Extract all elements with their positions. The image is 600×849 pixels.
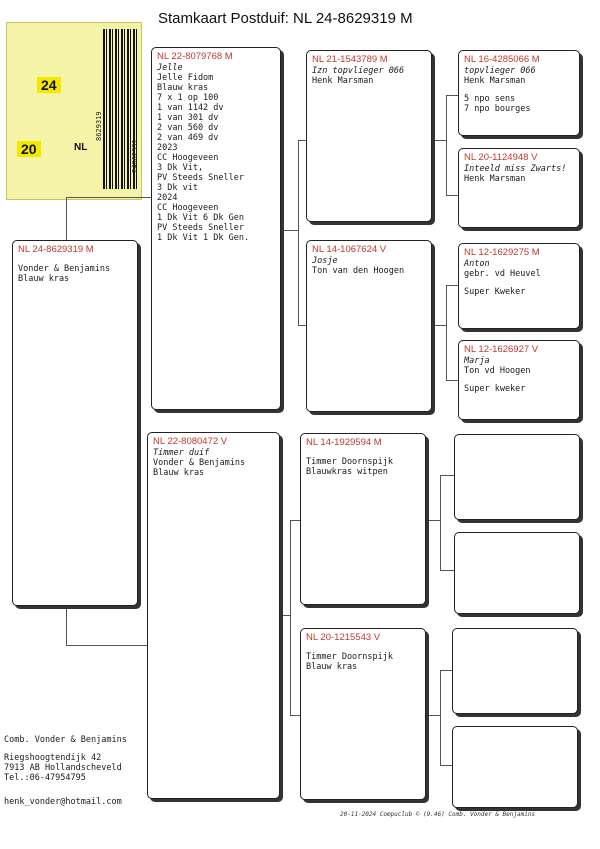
page-title: Stamkaart Postduif: NL 24-8629319 M (158, 10, 413, 27)
ring-number: NL 12-1626927 V (464, 344, 539, 355)
pigeon-name: Izn topvlieger 066 (312, 66, 405, 76)
pigeon-card-ff (306, 50, 432, 222)
result-line: 5 npo sens (464, 94, 516, 104)
ring-number: NL 22-8079768 M (157, 51, 233, 62)
ring-number: NL 12-1629275 M (464, 247, 540, 258)
color-line: Blauw kras (306, 662, 358, 672)
breeder-line: Vonder & Benjamins (18, 264, 111, 274)
pigeon-card-subject (12, 240, 138, 606)
breeder-line: Timmer Doornspijk (306, 652, 393, 662)
breeder-line: Henk Marsman (464, 76, 526, 86)
address-city: 7913 AB Hollandscheveld (4, 763, 122, 773)
sticker-code-2: 24862931 (131, 139, 139, 173)
color-line: Blauw kras (153, 468, 205, 478)
print-info: 20-11-2024 Compuclub © (9.46) Comb. Vonder & Benjamins (340, 811, 536, 818)
pigeon-card-mmm-empty (452, 726, 578, 808)
father-info-line: PV Steeds Sneller (157, 173, 244, 183)
pigeon-card-mf (300, 433, 426, 605)
sticker-code-1: 8629319 (95, 111, 103, 141)
result-line: 7 npo bourges (464, 104, 531, 114)
pigeon-name: Inteeld miss Zwarts! (464, 164, 567, 174)
phone-number: Tel.:06-47954795 (4, 773, 86, 783)
pigeon-name: Anton (464, 259, 490, 269)
pigeon-name: Josje (312, 256, 338, 266)
pigeon-name: Marja (464, 356, 490, 366)
pigeon-card-fmm (458, 340, 580, 420)
ring-number: NL 21-1543789 M (312, 54, 388, 65)
pigeon-card-fff (458, 50, 580, 136)
ring-number: NL 16-4285066 M (464, 54, 540, 65)
remark-line: Super kweker (464, 384, 526, 394)
father-info-line: Jelle Fidom (157, 73, 214, 83)
remark-line: Super Kweker (464, 287, 526, 297)
sticker-bottom-number: 20 (17, 141, 41, 157)
father-info-line: 7 x 1 op 100 (157, 93, 219, 103)
owner-name: Comb. Vonder & Benjamins (4, 735, 127, 745)
pigeon-card-father (151, 47, 281, 410)
address-street: Riegshoogtendijk 42 (4, 753, 102, 763)
father-info-line: 2 van 560 dv (157, 123, 219, 133)
father-info-line: 2023 (157, 143, 178, 153)
pigeon-name: Timmer duif (153, 448, 210, 458)
pigeon-name: topvlieger 066 (464, 66, 536, 76)
color-line: Blauwkras witpen (306, 467, 388, 477)
father-info-line: 2 van 469 dv (157, 133, 219, 143)
owner-block (4, 735, 127, 807)
email-address: henk_vonder@hotmail.com (4, 797, 122, 807)
breeder-line: Vonder & Benjamins (153, 458, 246, 468)
color-line: Blauw kras (18, 274, 70, 284)
father-info-line: PV Steeds Sneller (157, 223, 244, 233)
pigeon-card-ffm (458, 148, 580, 228)
father-info-line: 1 van 1142 dv (157, 103, 224, 113)
father-info-line: 1 van 301 dv (157, 113, 219, 123)
pigeon-card-mother (147, 432, 280, 799)
father-info-line: 1 Dk Vit 6 Dk Gen (157, 213, 244, 223)
breeder-line: Henk Marsman (312, 76, 374, 86)
father-info-line: 1 Dk Vit 1 Dk Gen. (157, 233, 250, 243)
pigeon-card-fm (306, 240, 432, 412)
pigeon-card-mmf-empty (452, 628, 578, 714)
sticker-top-number: 24 (37, 77, 61, 93)
ring-number: NL 22-8080472 V (153, 436, 228, 447)
father-info-line: Blauw kras (157, 83, 209, 93)
ring-number: NL 24-8629319 M (18, 244, 94, 255)
breeder-line: gebr. vd Heuvel (464, 269, 541, 279)
father-info-line: 3 Dk vit (157, 183, 198, 193)
breeder-line: Henk Marsman (464, 174, 526, 184)
breeder-line: Ton van den Hoogen (312, 266, 405, 276)
pigeon-card-mm (300, 628, 426, 800)
ring-number: NL 20-1124948 V (464, 152, 538, 163)
sticker-ring-text: NL (71, 141, 90, 154)
father-info-line: CC Hoogeveen (157, 203, 219, 213)
ring-number: NL 14-1929594 M (306, 437, 382, 448)
pigeon-name: Jelle (157, 63, 183, 73)
ring-sticker (6, 22, 142, 200)
father-info-line: 3 Dk Vit, (157, 163, 204, 173)
breeder-line: Timmer Doornspijk (306, 457, 393, 467)
father-info-line: CC Hoogeveen (157, 153, 219, 163)
pigeon-card-mff-empty (454, 434, 580, 520)
ring-number: NL 20-1215543 V (306, 632, 381, 643)
breeder-line: Ton vd Hoogen (464, 366, 531, 376)
father-info-line: 2024 (157, 193, 178, 203)
pigeon-card-mfm-empty (454, 532, 580, 614)
pigeon-card-fmf (458, 243, 580, 329)
ring-number: NL 14-1067624 V (312, 244, 387, 255)
